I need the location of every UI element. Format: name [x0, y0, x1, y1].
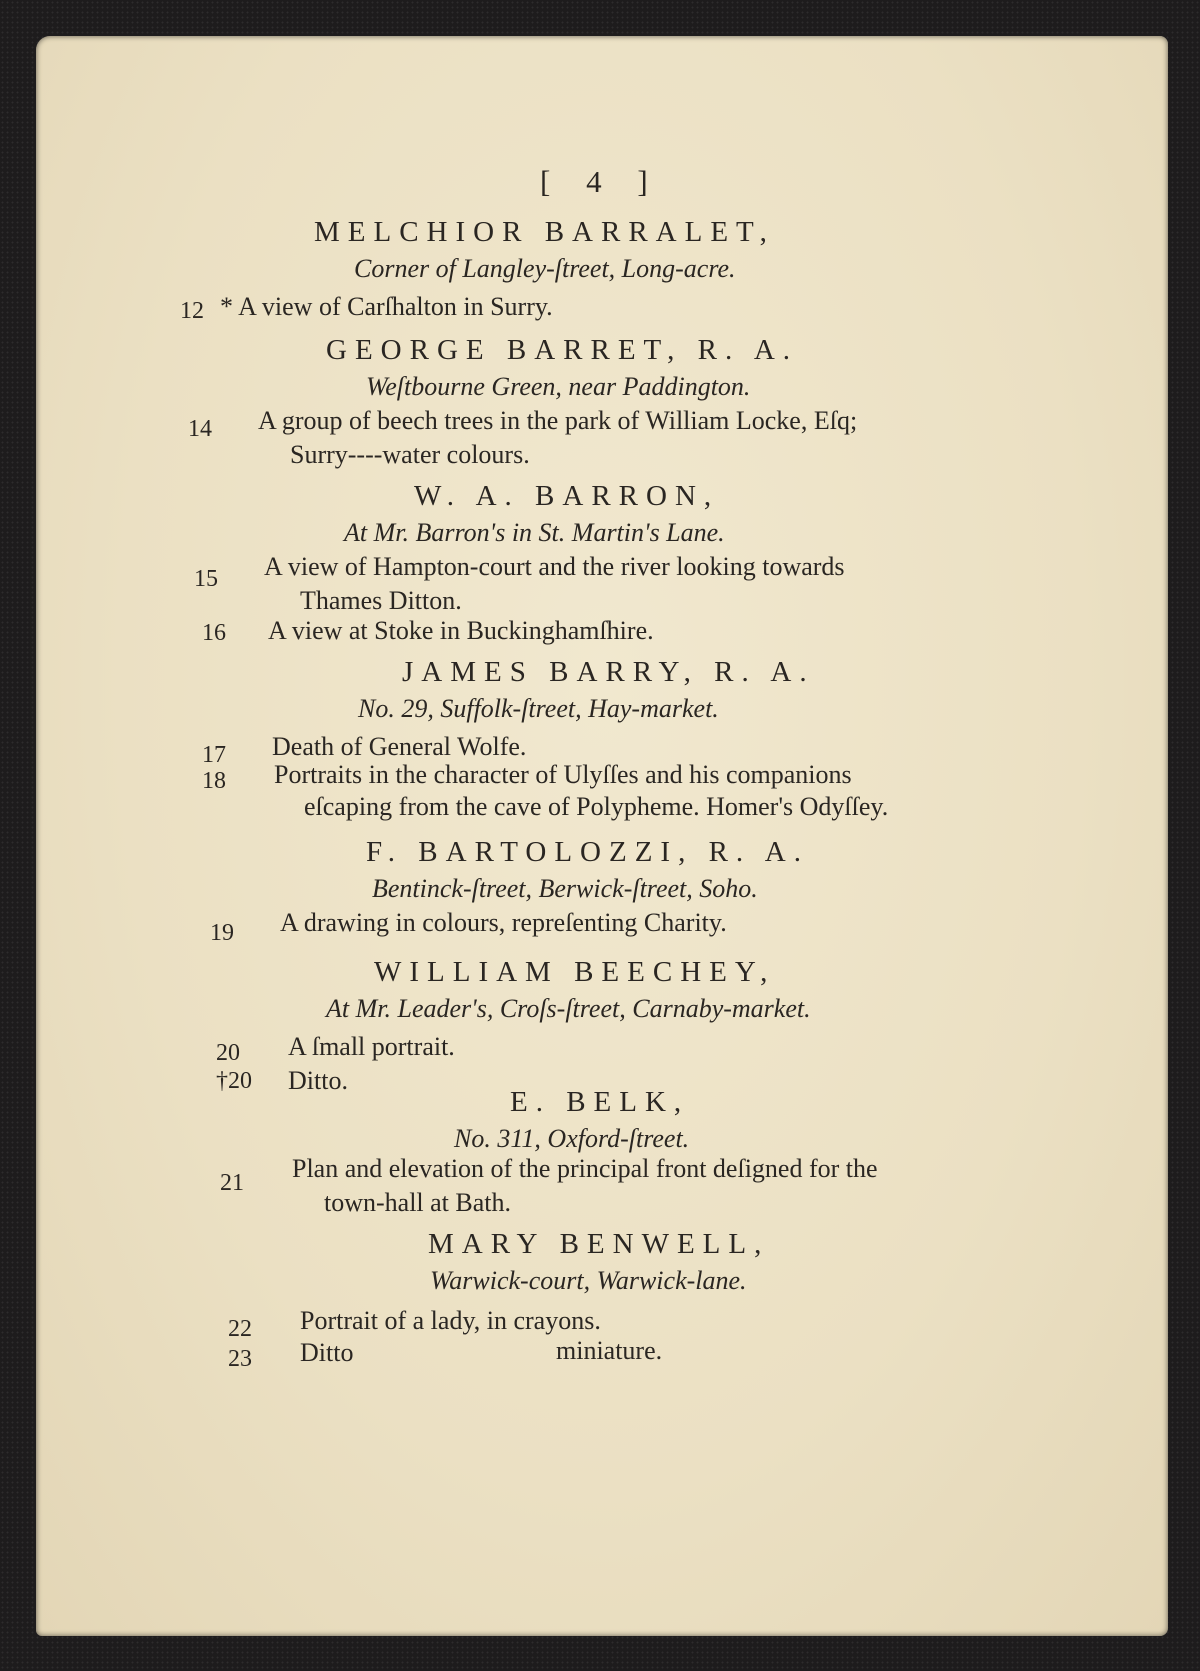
- artist-address: Bentinck-ſtreet, Berwick-ſtreet, Soho.: [372, 874, 758, 903]
- work-title: Plan and elevation of the principal front deſigned for the: [292, 1154, 878, 1183]
- artist-address: Corner of Langley-ſtreet, Long-acre.: [354, 254, 736, 283]
- work-title: A ſmall portrait.: [288, 1032, 455, 1061]
- catalogue-number: 22: [228, 1316, 252, 1342]
- work-title: A view at Stoke in Buckinghamſhire.: [268, 616, 654, 645]
- artist-name: MARY BENWELL,: [428, 1228, 770, 1260]
- catalogue-number: 17: [202, 742, 226, 768]
- artist-name: GEORGE BARRET, R. A.: [326, 334, 799, 366]
- artist-address: No. 311, Oxford-ſtreet.: [454, 1124, 690, 1153]
- catalogue-number: 18: [202, 768, 226, 794]
- work-title-continued: Surry----water colours.: [290, 440, 530, 469]
- catalogue-number: 23: [228, 1346, 252, 1372]
- work-title-continued: Thames Ditton.: [300, 586, 462, 615]
- artist-address: Weſtbourne Green, near Paddington.: [366, 372, 751, 401]
- catalogue-number: 20: [216, 1040, 240, 1066]
- work-title: Portraits in the character of Ulyſſes and his companions: [274, 760, 852, 789]
- work-title: A view of Hampton-court and the river looking towards: [264, 552, 845, 581]
- work-title: Death of General Wolfe.: [272, 732, 527, 761]
- artist-name: JAMES BARRY, R. A.: [402, 656, 815, 688]
- work-title: Portrait of a lady, in crayons.: [300, 1306, 601, 1335]
- artist-name: W. A. BARRON,: [414, 480, 720, 512]
- catalogue-number: 21: [220, 1170, 244, 1196]
- artist-address: At Mr. Leader's, Croſs-ſtreet, Carnaby-market.: [326, 994, 811, 1023]
- catalogue-number: 15: [194, 566, 218, 592]
- artist-address: Warwick-court, Warwick-lane.: [430, 1266, 747, 1295]
- catalogue-number: †20: [216, 1068, 252, 1094]
- catalogue-number: 14: [188, 416, 212, 442]
- catalogue-number: 19: [210, 920, 234, 946]
- work-title: Ditto: [300, 1338, 354, 1367]
- catalogue-page: [36, 36, 1168, 1636]
- work-title: * A view of Carſhalton in Surry.: [220, 292, 553, 321]
- catalogue-number: 12: [180, 298, 204, 324]
- work-title: A drawing in colours, repreſenting Charity.: [280, 908, 727, 937]
- work-title-continued: eſcaping from the cave of Polypheme. Homer's Odyſſey.: [304, 792, 889, 821]
- artist-name: WILLIAM BEECHEY,: [374, 956, 776, 988]
- artist-name: E. BELK,: [510, 1086, 690, 1118]
- artist-address: No. 29, Suffolk-ſtreet, Hay-market.: [358, 694, 719, 723]
- artist-address: At Mr. Barron's in St. Martin's Lane.: [344, 518, 725, 547]
- artist-name: MELCHIOR BARRALET,: [314, 216, 775, 248]
- work-title: Ditto.: [288, 1066, 348, 1095]
- page-number: [ 4 ]: [540, 164, 662, 199]
- work-title: A group of beech trees in the park of William Locke, Eſq;: [258, 406, 858, 435]
- work-title-continued: town-hall at Bath.: [324, 1188, 512, 1217]
- artist-name: F. BARTOLOZZI, R. A.: [366, 836, 810, 868]
- catalogue-number: 16: [202, 620, 226, 646]
- work-medium: miniature.: [556, 1336, 663, 1365]
